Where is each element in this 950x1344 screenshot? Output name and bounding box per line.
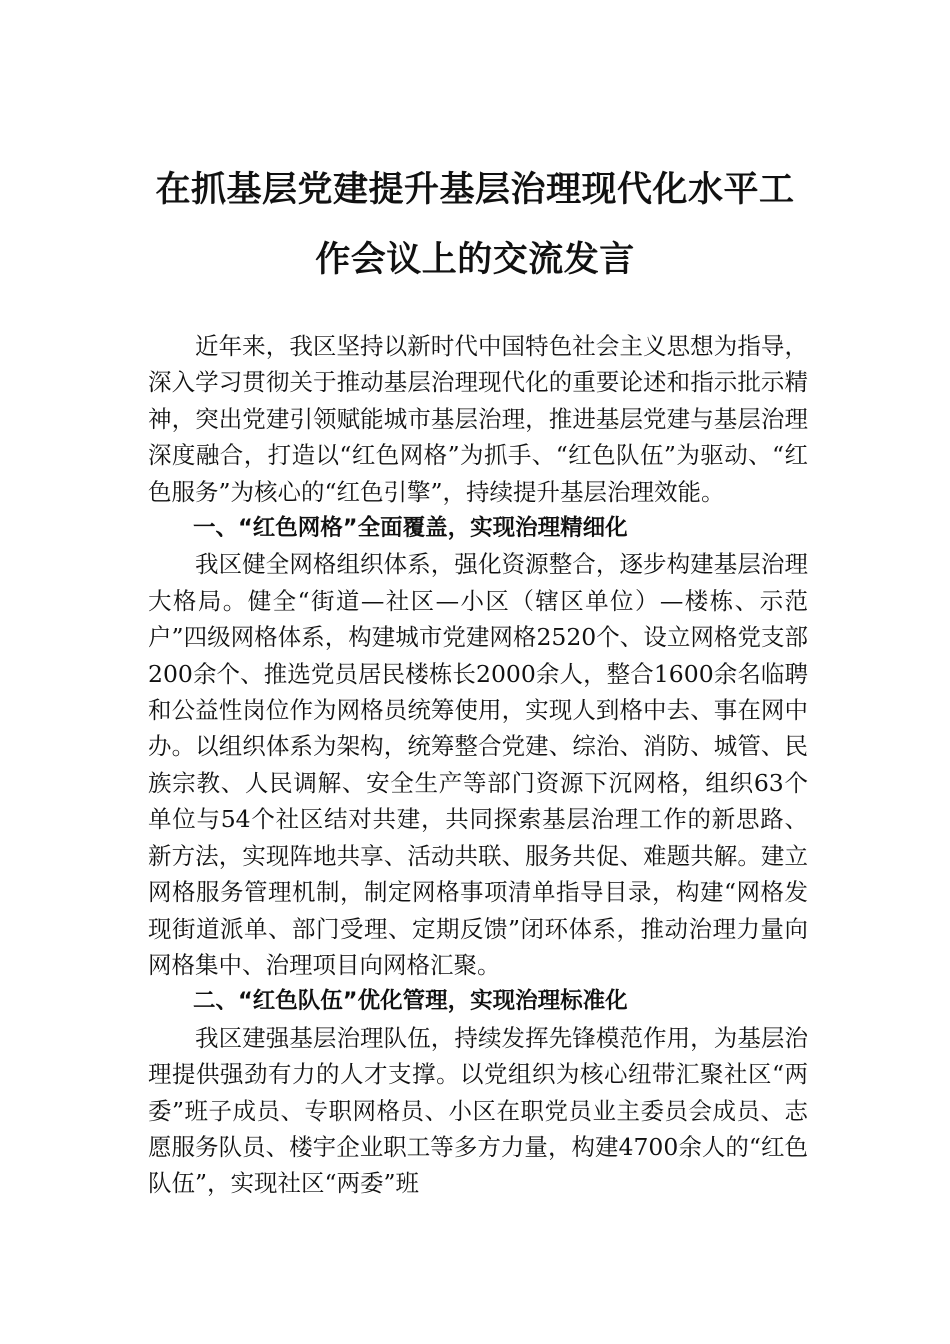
- section-1-paragraph: 我区健全网格组织体系，强化资源整合，逐步构建基层治理大格局。健全“街道—社区—小区（辖区单位）—楼栋、示范户”四级网格体系，构建城市党建网格2520个、设立网格党支部200余个、推选党员居民楼栋长2000余人，整合1600余名临聘和公益性岗位作为网格员统筹使用，实现人到格中去、事在网中办。以组织体系为架构，统筹整合党建、综治、消防、城管、民族宗教、人民调解、安全生产等部门资源下沉网格，组织63个单位与54个社区结对共建，共同探索基层治理工作的新思路、新方法，实现阵地共享、活动共联、服务共促、难题共解。建立网格服务管理机制，制定网格事项清单指导目录，构建“网格发现街道派单、部门受理、定期反馈”闭环体系，推动治理力量向网格集中、治理项目向网格汇聚。: [148, 550, 808, 979]
- section-heading-2: 二、“红色队伍”优化管理，实现治理标准化: [193, 988, 628, 1015]
- document-title-line-2: 作会议上的交流发言: [315, 239, 635, 280]
- intro-paragraph: 近年来，我区坚持以新时代中国特色社会主义思想为指导，深入学习贯彻关于推动基层治理现代化的重要论述和指示批示精神，突出党建引领赋能城市基层治理，推进基层党建与基层治理深度融合，打造以“红色网格”为抓手、“红色队伍”为驱动、“红色服务”为核心的“红色引擎”，持续提升基层治理效能。: [148, 332, 808, 506]
- document-title-line-1: 在抓基层党建提升基层治理现代化水平工: [155, 169, 795, 210]
- section-2-paragraph: 我区建强基层治理队伍，持续发挥先锋模范作用，为基层治理提供强劲有力的人才支撑。以党组织为核心纽带汇聚社区“两委”班子成员、专职网格员、小区在职党员业主委员会成员、志愿服务队员、楼宇企业职工等多方力量，构建4700余人的“红色队伍”，实现社区“两委”班: [148, 1023, 808, 1198]
- document-body: [148, 328, 808, 1202]
- section-heading-1: 一、“红色网格”全面覆盖，实现治理精细化: [193, 515, 628, 542]
